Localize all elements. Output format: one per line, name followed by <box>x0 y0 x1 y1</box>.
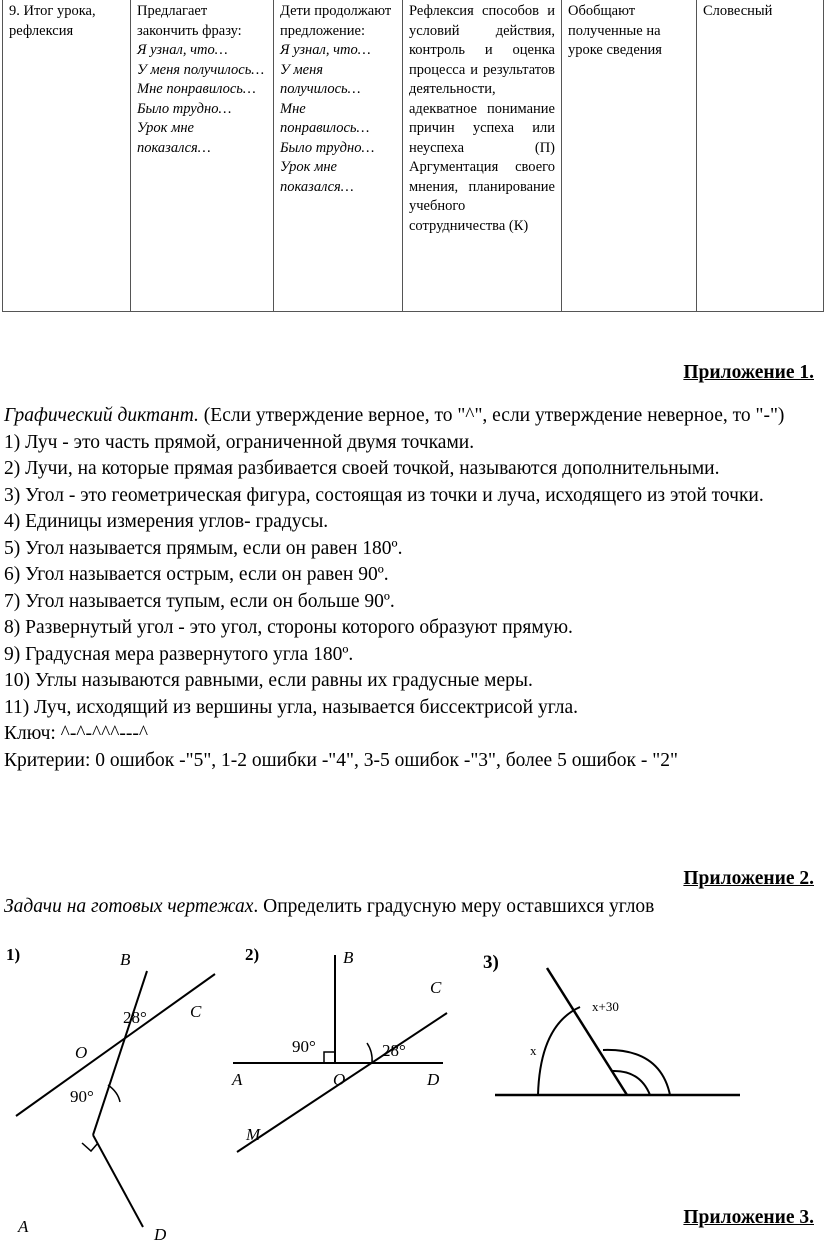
phrase: У меня получилось… <box>137 61 265 78</box>
fig2-label-c: C <box>430 978 442 997</box>
fig2-label-b: B <box>343 948 354 967</box>
fig3-label-x30: x+30 <box>592 999 619 1014</box>
fig1-angle-28: 28° <box>123 1008 147 1027</box>
fig1-label-a: A <box>18 1217 29 1236</box>
students-cell <box>274 0 403 312</box>
dictation-item: 7) Угол называется тупым, если он больше 90º. <box>4 590 395 612</box>
fig1-label-b: B <box>120 950 131 969</box>
dictation-item: 2) Лучи, на которые прямая разбивается своей точкой, называются дополнительными. <box>4 458 720 479</box>
appendix2-title: Приложение 2. <box>683 868 814 889</box>
task-text: . Определить градусную меру оставшихся углов <box>253 896 655 917</box>
fig2-label-a: A <box>232 1070 243 1089</box>
dictation-intro: (Если утверждение верное, то "^", если утверждение неверное, то "-") <box>198 405 785 426</box>
appendix3-title: Приложение 3. <box>683 1207 814 1228</box>
fig1-label-d: D <box>154 1225 167 1244</box>
fig2-number: 2) <box>245 945 260 964</box>
figure-1 <box>16 971 215 1227</box>
grading-criteria: Критерии: 0 ошибок -"5", 1-2 ошибки -"4", 3-5 ошибок -"3", более 5 ошибок - "2" <box>4 749 678 771</box>
dictation-item: 11) Луч, исходящий из вершины угла, называется биссектрисой угла. <box>4 696 579 718</box>
appendix1-body <box>4 403 816 774</box>
dictation-item: 10) Углы называются равными, если равны их градусные меры. <box>4 670 533 691</box>
figure-3 <box>495 968 740 1095</box>
fig2-label-m: M <box>246 1125 261 1144</box>
dictation-item: 3) Угол - это геометрическая фигура, состоящая из точки и луча, исходящего из этой точки. <box>4 484 764 506</box>
phrase: Было трудно… <box>280 139 375 156</box>
phrase: У меня получилось… <box>280 61 361 97</box>
dictation-title: Графический диктант. <box>4 405 199 426</box>
method-cell: Словесный <box>697 0 824 312</box>
phrase: Я узнал, что… <box>280 42 371 58</box>
phrase: Урок мне показался… <box>280 159 354 195</box>
dictation-item: 9) Градусная мера развернутого угла 180º. <box>4 643 354 665</box>
fig2-angle-28: 28° <box>382 1041 406 1060</box>
fig2-label-o: O <box>333 1070 346 1089</box>
fig1-angle-90: 90° <box>70 1087 94 1106</box>
task-title: Задачи на готовых чертежах <box>4 896 254 917</box>
phrase: Мне понравилось… <box>137 81 256 97</box>
result-cell: Обобщают полученные на уроке сведения <box>562 0 697 312</box>
fig1-label-o: O <box>75 1043 88 1062</box>
dictation-item: 8) Развернутый угол - это угол, стороны которого образуют прямую. <box>4 617 573 638</box>
appendix1-title: Приложение 1. <box>683 362 814 383</box>
phrase: Было трудно… <box>137 100 232 117</box>
students-intro: Дети продолжают предложение: <box>280 3 392 39</box>
stage-cell: 9. Итог урока, рефлексия <box>3 0 131 312</box>
phrase: Я узнал, что… <box>137 42 228 58</box>
fig3-number: 3) <box>483 952 499 973</box>
teacher-cell <box>131 0 274 312</box>
dictation-item: 6) Угол называется острым, если он равен 90º. <box>4 564 389 585</box>
dictation-item: 1) Луч - это часть прямой, ограниченной двумя точками. <box>4 431 475 453</box>
appendix2-task <box>4 894 816 921</box>
dictation-item: 4) Единицы измерения углов- градусы. <box>4 511 329 532</box>
answer-key: Ключ: ^-^-^^^---^ <box>4 723 149 744</box>
phrase: Урок мне показался… <box>137 120 211 156</box>
fig2-angle-90: 90° <box>292 1037 316 1056</box>
lesson-table <box>2 0 824 312</box>
fig3-label-x: x <box>530 1043 537 1058</box>
dictation-item: 5) Угол называется прямым, если он равен 180º. <box>4 537 403 559</box>
teacher-intro: Предлагает закончить фразу: <box>137 3 242 39</box>
figure-2 <box>233 955 447 1152</box>
fig1-number: 1) <box>6 945 21 964</box>
table-row <box>3 0 824 312</box>
phrase: Мне понравилось… <box>280 100 370 136</box>
uud-cell: Рефлексия способов и условий действия, контроль и оценка процесса и результатов деятельности, адекватное понимание причин успеха или неуспеха (П) Аргументация своего мнения, планирование учебного сотрудничества (К) <box>403 0 562 312</box>
fig1-label-c: C <box>190 1002 202 1021</box>
fig2-label-d: D <box>427 1070 440 1089</box>
